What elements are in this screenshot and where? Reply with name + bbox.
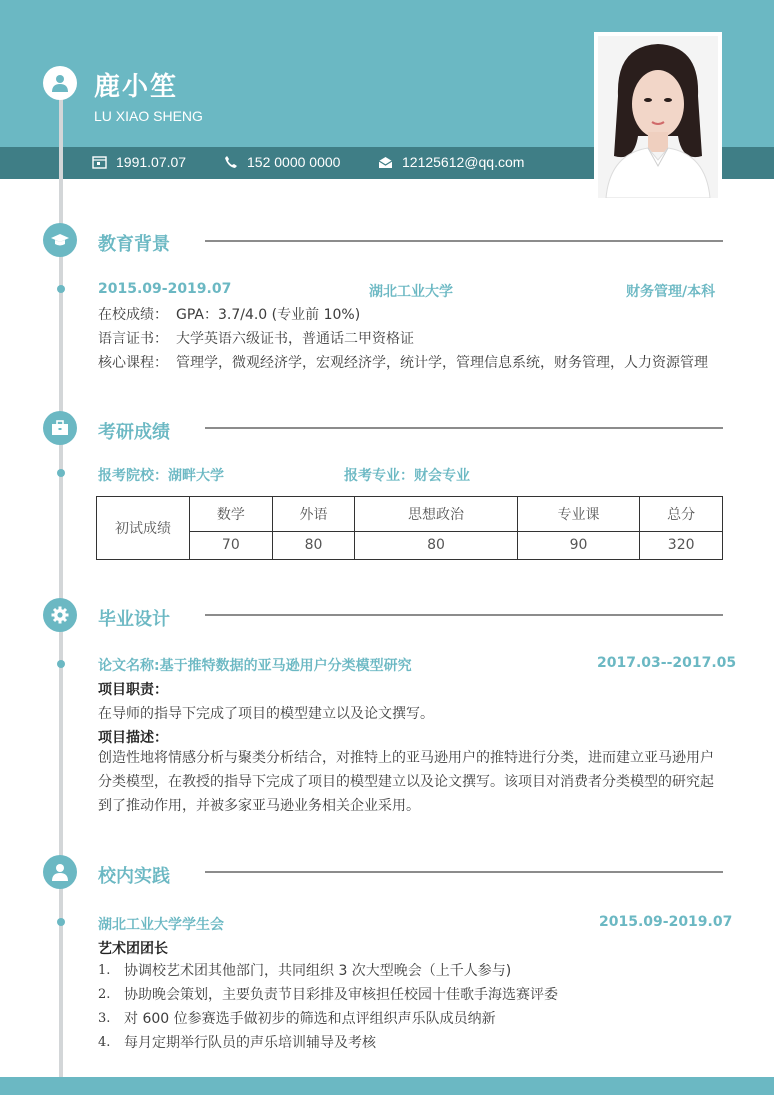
section-divider [205,614,723,616]
thesis-period: 2017.03--2017.05 [597,655,737,671]
timeline-dot [57,918,65,926]
gear-icon [43,598,77,632]
mail-icon [378,156,393,169]
graduation-cap-icon [43,223,77,257]
section-divider [205,871,723,873]
score-header: 外语 [272,497,355,532]
thesis-title: 毕业设计 [98,609,170,630]
person-icon [43,855,77,889]
score-header: 专业课 [517,497,640,532]
education-school: 湖北工业大学 [369,284,453,300]
candidate-pinyin: LU XIAO SHENG [94,108,203,124]
score-value: 70 [190,531,273,559]
thesis-name: 论文名称:基于推特数据的亚马逊用户分类模型研究 [98,658,412,674]
duty-text: 在导师的指导下完成了项目的模型建立以及论文撰写。 [98,706,434,722]
candidate-name: 鹿小笙 [94,72,179,102]
score-table [96,496,723,560]
calendar-icon [92,155,107,169]
briefcase-icon [43,411,77,445]
timeline-dot [57,469,65,477]
score-value: 320 [640,531,723,559]
practice-title: 校内实践 [98,866,170,887]
phone-number: 152 0000 0000 [224,154,340,170]
exam-school: 报考院校：湖畔大学 [98,468,224,484]
section-divider [205,427,723,429]
exam-major: 报考专业：财会专业 [344,468,470,484]
practice-role: 艺术团团长 [98,941,168,957]
phone-icon [224,155,238,169]
score-header: 思想政治 [355,497,517,532]
score-value: 80 [355,531,517,559]
desc-label: 项目描述： [98,730,168,746]
footer-bar [0,1077,774,1095]
education-title: 教育背景 [98,234,170,255]
list-item: 3. 对 600 位参赛选手做初步的筛选和点评组织声乐队成员纳新 [98,1011,496,1027]
list-item: 1. 协调校艺术团其他部门，共同组织 3 次大型晚会（上千人参与) [98,963,512,979]
timeline-dot [57,660,65,668]
profile-photo [594,32,722,202]
section-divider [205,240,723,242]
score-row-label: 初试成绩 [97,497,190,560]
email-address: 12125612@qq.com [378,154,524,170]
education-line: 语言证书： 大学英语六级证书，普通话二甲资格证 [98,331,414,347]
education-line: 在校成绩： GPA：3.7/4.0 (专业前 10%) [98,307,361,323]
score-value: 80 [272,531,355,559]
duty-label: 项目职责： [98,682,168,698]
birth-date: 1991.07.07 [92,154,186,170]
duty-list [98,962,558,1058]
practice-org: 湖北工业大学学生会 [98,917,224,933]
score-header: 总分 [640,497,723,532]
table-row [97,497,723,532]
education-line: 核心课程： 管理学，微观经济学，宏观经济学，统计学，管理信息系统，财务管理，人力资源管理 [98,355,708,371]
desc-text: 创造性地将情感分析与聚类分析结合，对推特上的亚马逊用户的推特进行分类，进而建立亚马逊用户分类模型，在教授的指导下完成了项目的模型建立以及论文撰写。该项目对消费者分类模型的研究起到了推动作用，并被多家亚马逊业务相关企业采用。 [98,750,714,814]
timeline-dot [57,285,65,293]
score-header: 数学 [190,497,273,532]
list-item: 2. 协助晚会策划，主要负责节目彩排及审核担任校园十佳歌手海选赛评委 [98,987,558,1003]
practice-period: 2015.09-2019.07 [599,914,733,930]
table-row [97,531,723,559]
score-value: 90 [517,531,640,559]
list-item: 4. 每月定期举行队员的声乐培训辅导及考核 [98,1035,376,1051]
person-icon [43,66,77,100]
education-period: 2015.09-2019.07 [98,281,232,297]
education-major: 财务管理/本科 [626,284,716,300]
exam-title: 考研成绩 [98,422,170,443]
